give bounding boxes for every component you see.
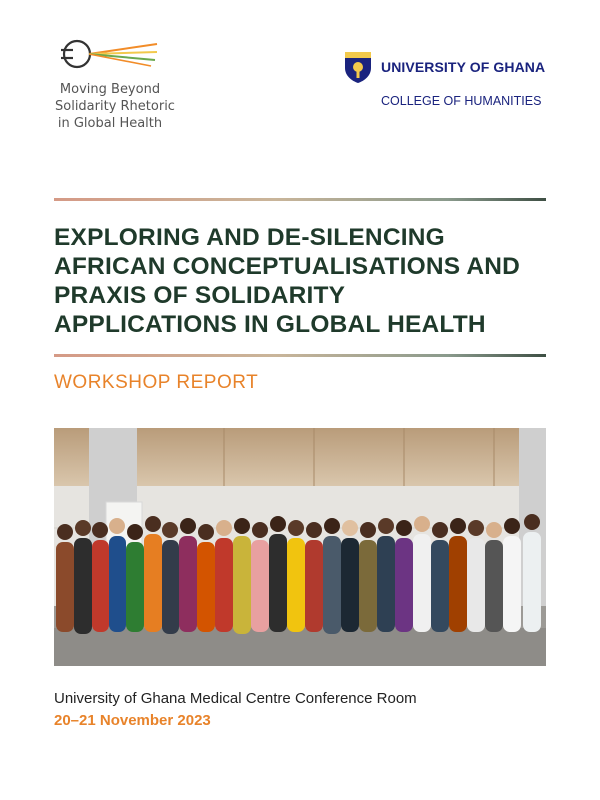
- project-logo: [55, 35, 185, 132]
- project-tagline: [55, 81, 175, 132]
- report-title: [54, 223, 554, 339]
- title-line: APPLICATIONS IN GLOBAL HEALTH: [54, 311, 486, 338]
- event-dates: 20–21 November 2023: [54, 712, 211, 729]
- group-photo-icon: [54, 428, 546, 666]
- report-subtitle: WORKSHOP REPORT: [54, 372, 259, 393]
- university-crest-icon: [343, 50, 373, 84]
- university-logo: [343, 50, 563, 108]
- tagline-line: Moving Beyond: [59, 82, 161, 97]
- title-line: EXPLORING AND DE-SILENCING: [54, 224, 445, 251]
- college-name: COLLEGE OF HUMANITIES: [381, 94, 542, 108]
- university-name: UNIVERSITY OF GHANA: [381, 59, 546, 75]
- bottom-divider: [54, 354, 546, 357]
- title-line: PRAXIS OF SOLIDARITY: [54, 282, 346, 309]
- group-photo: [54, 428, 546, 666]
- solidarity-logo-icon: [55, 35, 165, 73]
- tagline-line: in Global Health: [57, 116, 163, 131]
- top-divider: [54, 198, 546, 201]
- title-line: AFRICAN CONCEPTUALISATIONS AND: [54, 253, 521, 280]
- event-venue: University of Ghana Medical Centre Conference Room: [54, 690, 417, 707]
- tagline-line: Solidarity Rhetoric: [55, 99, 175, 114]
